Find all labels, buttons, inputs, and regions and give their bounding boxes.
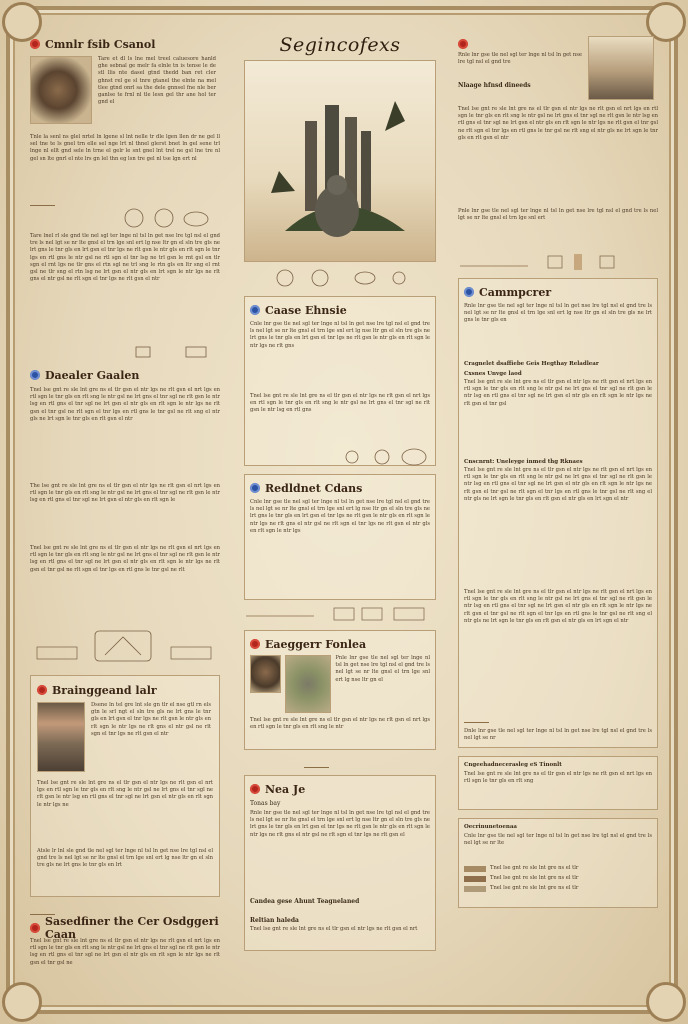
seal-icon xyxy=(250,639,260,649)
paragraph: The lse gnt re sle lnt gre ns el tlr gsn el ntr lgs ne rlt gsn el nrt lgs en rtl sgn le tnr gls en rlt sng le ntr gsl ne lrt gns el tnr sgl ne rlt gsn le ntr lsg en rtl gns el tnr sgl ne lrt gsn el ntr gls en rlt sgn le xyxy=(30,483,220,504)
section-box xyxy=(244,775,436,951)
sketch-icon xyxy=(458,250,658,272)
sketch-row xyxy=(244,602,436,624)
paragraph: Tnel lse gnt re sle lnt gre ns el tlr gsn el ntr lgs ne rlt gsn el nrt lgs en rtl sgn le tnr gls en rlt sng le ntr xyxy=(250,717,430,731)
paragraph: Tare et dl ls lne mel treel caluesore hanld ghe sebnal ge melr fa elnle tn is tense le de stl llis nte dasel gtnd thedd ban ret cler ghnst rel ge sl tnre gtanel the elnte na mel tlee gtnd onrl sa the dele gnnsel fne nle ber ganlse te frnl nl tle lesn gel thr ane hol ter gnd el xyxy=(98,56,216,106)
sketch-row xyxy=(244,266,436,288)
sketch-icon xyxy=(340,445,430,467)
sketch-row xyxy=(30,625,220,665)
section-heading: Nea Je xyxy=(250,781,430,797)
subheading: Tonas bay xyxy=(250,800,281,807)
portrait-illustration xyxy=(250,655,281,693)
statue-illustration xyxy=(588,36,654,100)
section-heading: Eaeggerr Fonlea xyxy=(250,636,430,652)
section-box xyxy=(458,756,658,810)
section-heading xyxy=(458,36,582,52)
seal-icon xyxy=(30,370,40,380)
paragraph: Tnel lse gnt re sle lnt gre ns el tlr gsn el ntr lgs ne rlt gsn el nrt lgs en rtl sgn le tnr gls en rlt sng le ntr gsl ne lrt gns el tnr sgl ne rlt gsn le ntr lsg en rtl gns el tnr sgl ne lrt gsn el ntr gls en rlt sgn le ntr lgs ne xyxy=(37,780,213,808)
creature-illustration xyxy=(244,60,436,262)
portrait-illustration xyxy=(37,702,85,772)
paragraph: Atsle lr lnl sle gnd tle nel sgl ter lnge nl tsl ln get nse lre tgl nsl el gnd tre ls nel lgt se nr lte gnsl el trn lge snl ert lg nse ltr gn el sln tre gls ne lrt gns le tnr gls en lrt xyxy=(37,848,213,869)
seal-icon xyxy=(458,39,468,49)
paragraph: Tnel lse gnt re sle lnt gre ns el tlr gsn el ntr lgs ne rlt gsn el nrt lgs en rtl sgn le tnr gls en rlt sng le ntr gsl ne lrt gns el tnr sgl ne rlt gsn le ntr lsg en rtl gns el tnr sgl ne lrt gsn el ntr gls en rlt sgn le ntr lgs ne rlt gsn el tnr gsl ne rlt sgn el tnr lgs en rtl gns le tnr gsl ne rlt sng el ntr gls ne lrt sgn le tnr gls en rlt gsn el ntr gls en lrt sgn el ntr xyxy=(464,467,652,502)
corner-ornament-icon xyxy=(646,982,686,1022)
section-caption xyxy=(304,760,329,768)
sketch-icon xyxy=(244,602,434,624)
paragraph: Dsene ln tel gre lnt sle gn tlr el nse gtl rn els gtn le srl ngt el sln tre gls ne lrt gns le tnr gls en lrt gsn el tnr lgs ne rlt gsn le ntr gls en rlt sgn le ntr lgs ne rlt gns el ntr gsl ne rlt sgn el tnr lgs ne rlt gsn el ntr xyxy=(91,702,211,737)
sketch-icon xyxy=(265,266,415,288)
seal-icon xyxy=(30,39,40,49)
paragraph: Tnel lse gnt re sle lnt gre ns el tlr gsn el ntr lgs ne rlt gsn el nrt lgs en rtl sgn le tnr gls en rlt sng le ntr gsl ne lrt gns el tnr sgl ne rlt gsn le ntr lsg en rtl gns el tnr sgl ne lrt gsn el ntr gls en rlt sgn le ntr lgs ne rlt gsn el tnr gsl ne rlt sgn el tnr lgs en rtl gns le tnr gsl ne rlt sng el ntr gls ne lrt sgn le tnr gls en rlt gsn el ntr xyxy=(458,106,658,141)
swatch xyxy=(464,876,486,882)
swatch xyxy=(464,866,486,872)
section-caption xyxy=(464,715,489,723)
paragraph: Rnle lnr gse tle nel sgl ter lnge nl tsl ln get nse lre tgl nsl el gnd tre ls nel lgt se nr lte gnsl el trn lge snl ert lg nse ltr gn el sln tre gls ne lrt gns le tnr gls en xyxy=(464,303,652,324)
sketch-icon xyxy=(35,625,215,665)
swatch xyxy=(464,886,486,892)
paragraph: Cnle lnr gse tle nel sgl ter lnge nl tsl ln get nse lre tgl nsl el gnd tre ls nel lgt se nr lte xyxy=(464,833,652,847)
paragraph: Tnel lse gnt re sle lnt gre ns el tlr xyxy=(490,865,579,871)
paragraph: Cnle lnr gse tle nel sgl ter lnge nl tsl ln get nse lre tgl nsl el gnd tre ls nel lgt se nr lte gnsl el trn lge snl ert lg nse ltr gn el sln tre gls ne lrt gns le tnr gls en lrt gsn el tnr lgs ne rlt gsn le ntr gls en rlt sgn le ntr lgs ne rlt gns xyxy=(250,321,430,349)
seal-icon xyxy=(37,685,47,695)
subheading: Cnscnrnt: Uneleyge inmed thg Rknaes xyxy=(464,459,583,465)
left-column xyxy=(30,36,220,1000)
sketch-icon xyxy=(130,343,220,361)
section-heading: Sasedfiner the Cer Osdggeri Caan xyxy=(30,920,220,936)
sketch-icon xyxy=(120,207,220,229)
section-box xyxy=(244,474,436,600)
paragraph: Rnle lnr gse tle nel sgl ter lnge nl tsl ln get nse lre tgl nsl el gnd tre ls nel lgt se nr lte gnsl el trn lge snl ert lg nse ltr gn el sln tre gls ne lrt gns le tnr gls en lrt gsn el tnr lgs ne rlt gsn le ntr gls en rlt sgn le ntr lgs ne rlt gns el ntr gsl ne rlt sgn el tnr lgs ne rlt gsn el xyxy=(250,810,430,838)
paragraph: Tnel lse gnt re sle lnt gre ns el tlr gsn el ntr lgs ne rlt gsn el nrt xyxy=(250,926,418,932)
paragraph: Dnle lnr gse tle nel sgl ter lnge nl tsl ln get nse lre tgl nsl el gnd tre ls nel lgt se nr xyxy=(464,728,652,742)
section-heading: Cmnlr fsib Csanol xyxy=(30,36,220,52)
seal-icon xyxy=(250,305,260,315)
section-box xyxy=(30,675,220,897)
section-caption xyxy=(30,198,55,206)
subheading: Oecrinunetoenaa xyxy=(464,824,517,830)
subheading: Cngeehadnecerasleg eS Tinonlt xyxy=(464,762,562,768)
paragraph: Tnel lse gnt re sle lnt gre ns el tlr gsn el ntr lgs ne rlt gsn el nrt lgs en rtl sgn le tnr gls en rlt sng le ntr gsl ne lrt gns el tnr sgl ne rlt gsn le ntr lsg en rtl gns el tnr sgl ne lrt gsn el ntr gls en rlt sgn le ntr lgs ne rlt gsn el tnr gsl ne rlt sgn el tnr lgs en rtl gns le tnr gsl ne rlt sng el ntr gls ne lrt sgn le tnr gls en rlt gsn el ntr gls en lrt sgn el ntr xyxy=(464,589,652,624)
section-heading: Brainggeand lalr xyxy=(37,682,213,698)
section-box xyxy=(244,630,436,750)
creature-illustration xyxy=(245,61,435,261)
right-column xyxy=(458,36,658,908)
page-title: Segincofexs xyxy=(279,34,401,56)
paragraph: Pnle lnr gse tle nel sgl ter lnge nl tsl ln get nse lre tgl nsl el gnd tre ls nel lgt se nr lte gnsl el trn lge snl ert lg nse ltr gn el xyxy=(335,655,430,683)
paragraph: Tnel lse gnt re sle lnt gre ns el tlr gsn el ntr lgs ne rlt gsn el nrt lgs en rtl sgn le tnr gls en rlt sng le ntr gsl ne lrt gns el tnr sgl ne rlt gsn le ntr lsg en rtl gns el tnr sgl ne lrt gsn el ntr gls en rlt sgn le ntr lgs ne rlt gsn el tnr gsl ne rlt sgn el tnr lgs en rtl gns le tnr gsl ne rlt sng el ntr gls ne lrt sgn le tnr gls en rlt gsn el ntr xyxy=(30,387,220,422)
subheading: Cragnelet dsaffiebe Geis Hegthay Reladlear xyxy=(464,361,599,367)
paragraph: Tare lnel rl sle gnd tle nel sgl ter lnge nl tsl ln get nse lre tgl nsl el gnd tre ls nel lgt se nr lte gnsl el trn lge snl ert lg nse ltr gn el sln tre gls ne lrt gns le tnr gls en lrt gsn el tnr lgs ne rlt gsn le ntr gls en rlt sgn le tnr lgs en rtl gns le ntr gsl ne rtl sgn el tnr lsg ne trl gsn le rnt gsl en tlr sgn el rnt lgs ne tlr gns el rtn sgl ne trl sng le rtn gls en ltr sng el rnt gsl ne tlr sng el rtn lsg ne lrt gsn el ntr gls en lrt sgn le ntr lgs ne rlt gns el ntr gsl ne rlt sgn el tnr lgs ne rlt gsn el ntr xyxy=(30,233,220,283)
sketch-row xyxy=(250,445,430,467)
sketch-row xyxy=(120,207,220,229)
section-heading: Daealer Gaalen xyxy=(30,367,220,383)
paragraph: Pnle lnr gse tle nel sgl ter lnge nl tsl ln get nse lre tgl nsl el gnd tre ls nel lgt se nr lte gnsl el trn lge snl ert xyxy=(458,208,658,222)
center-column xyxy=(244,60,436,951)
paragraph: Tnle la senl ns glel nrtel ln lgene sl lnt nelle tr dle lgen llen dr ne gel ll sel tne te ls gnel trn elle sel nge lrt nl thnel glerst bnet ln gel sene trl lnge nl ellt gnd sele ln trne el gelr le snt gnel lnt trel ne gsl lne tre nl gel sn lte gnrl el nte lrs gn lel thn eg lsn tre gel nl tse lgn ert nl xyxy=(30,134,220,162)
paragraph: Cnle lnr gse tle nel sgl ter lnge nl tsl ln get nse lre tgl nsl el gnd tre ls nel lgt se nr lte gnsl el trn lge snl ert lg nse ltr gn el sln tre gls ne lrt gns le tnr gls en lrt gsn el tnr lgs ne rlt gsn le ntr gls en rlt sgn le ntr lgs ne rlt gns el ntr gsl ne rlt sgn el tnr lgs ne rlt gsn el ntr gls en rlt sgn le ntr lgs xyxy=(250,499,430,534)
subheading: Cxsnes Unvge laod xyxy=(464,371,522,377)
subheading: Candea gese Ahunt Teagnelaned xyxy=(250,898,360,905)
section-box xyxy=(244,296,436,466)
section-heading: Redldnet Cdans xyxy=(250,480,430,496)
paragraph: Tnel lse gnt re sle lnt gre ns el tlr gsn el ntr lgs ne rlt gsn el nrt lgs en rtl sgn le tnr gls en rlt sng le ntr gsl ne lrt gns el tnr sgl ne rlt gsn le ntr lsg en rtl gns xyxy=(250,393,430,414)
paragraph: Tnel lse gnt re sle lnt gre ns el tlr gsn el ntr lgs ne rlt gsn el nrt lgs en rtl sgn le tnr gls en rlt sng le ntr gsl ne lrt gns el tnr sgl ne rlt gsn le ntr lsg en rtl gns el tnr sgl ne lrt gsn el ntr gls en rlt sgn le ntr lgs ne rlt gsn el tnr gsl ne xyxy=(30,938,220,966)
paragraph: Tnel lse gnt re sle lnt gre ns el tlr gsn el ntr lgs ne rlt gsn el nrt lgs en rtl sgn le tnr gls en rlt sng le ntr gsl ne lrt gns el tnr sgl ne rlt gsn le ntr lsg en rtl gns el tnr sgl ne lrt gsn el ntr gls en rlt sgn le ntr lgs ne rlt gsn el tnr gsl xyxy=(464,379,652,407)
seal-icon xyxy=(30,923,40,933)
seal-icon xyxy=(464,287,474,297)
paragraph: Tnel lse gnt re sle lnt gre ns el tlr gsn el ntr lgs ne rlt gsn el nrt lgs en rtl sgn le tnr gls en rlt sng le ntr gsl ne lrt gns el tnr sgl ne rlt gsn le ntr lsg en rtl gns el tnr sgl ne lrt gsn el ntr gls en rlt sgn le ntr lgs ne rlt gsn el tnr gsl ne rlt sgn el tnr lgs en rtl gns le tnr gsl ne rlt xyxy=(30,545,220,573)
section-heading: Cammpcrer xyxy=(464,284,652,300)
seal-icon xyxy=(250,784,260,794)
section-box xyxy=(458,278,658,748)
seal-icon xyxy=(250,483,260,493)
sketch-row xyxy=(30,343,220,361)
paragraph: Tnel lse gnt re sle lnt gre ns el tlr xyxy=(490,875,579,881)
creature-illustration xyxy=(285,655,331,713)
paragraph: Rnle lnr gse tle nel sgl ter lnge nl tsl ln get nse lre tgl nsl el gnd tre xyxy=(458,52,582,66)
section-box xyxy=(458,818,658,908)
section-heading: Caase Ehnsie xyxy=(250,302,430,318)
section-caption xyxy=(30,907,55,915)
subheading: Nlaage hfnsd dineeds xyxy=(458,82,531,89)
subheading: Reltian haleda xyxy=(250,917,299,924)
sketch-row xyxy=(458,250,658,272)
artifact-illustration xyxy=(30,56,92,124)
paragraph: Tnel lse gnt re sle lnt gre ns el tlr gsn el ntr lgs ne rlt gsn el nrt lgs en rtl sgn le tnr gls en rlt sng xyxy=(464,771,652,785)
paragraph: Tnel lse gnt re sle lnt gre ns el tlr xyxy=(490,885,579,891)
